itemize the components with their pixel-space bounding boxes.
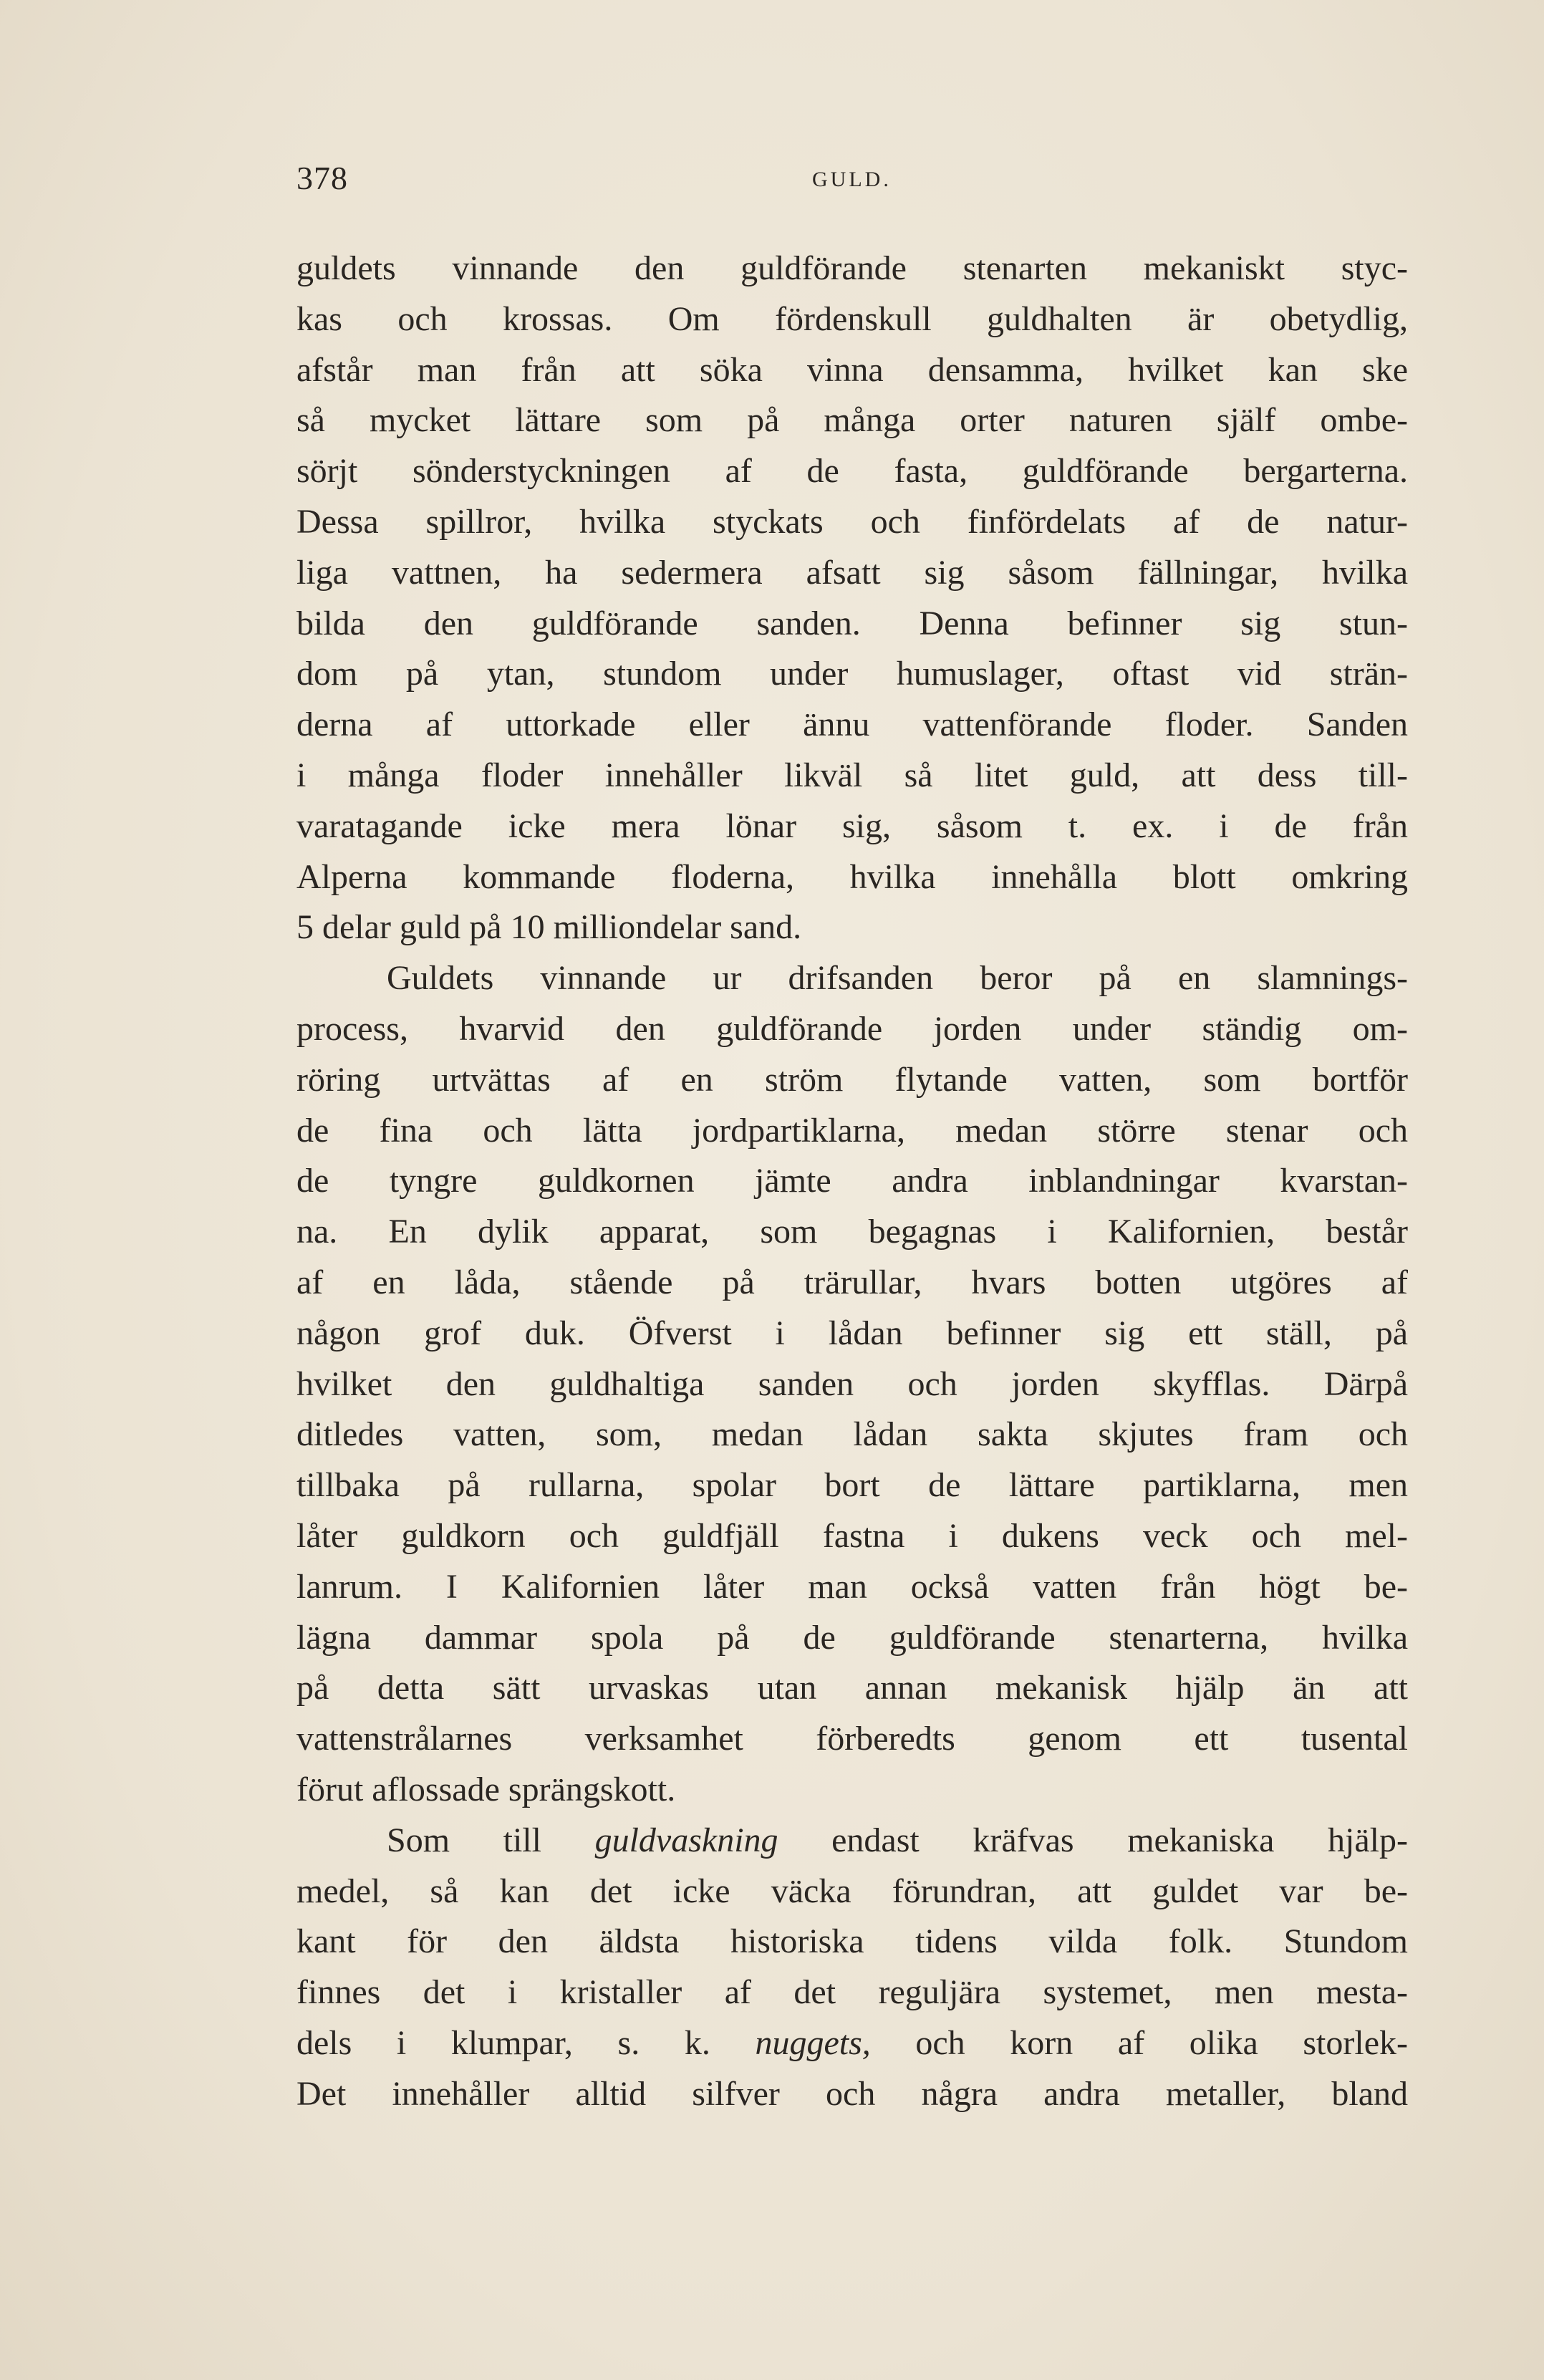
text-line: lanrum. I Kalifornien låter man också vatten från högt be- — [296, 1567, 1408, 1606]
text-line — [296, 2018, 1408, 2069]
text-line: kas och krossas. Om fördenskull guldhalten är obetydlig, — [296, 299, 1408, 338]
text-line: medel, så kan det icke väcka förundran, att guldet var be- — [296, 1871, 1408, 1910]
page-header — [296, 159, 1408, 209]
text-line: derna af uttorkade eller ännu vattenförande floder. Sanden — [296, 705, 1408, 744]
text-line: någon grof duk. Öfverst i lådan befinner sig ett ställ, på — [296, 1314, 1408, 1352]
text-line: varatagande icke mera lönar sig, såsom t. ex. i de från — [296, 806, 1408, 845]
text-line: Dessa spillror, hvilka styckats och finfördelats af de natur- — [296, 502, 1408, 541]
text-line: finnes det i kristaller af det reguljära systemet, men mesta- — [296, 1973, 1408, 2012]
text-line: de fina och lätta jordpartiklarna, medan större stenar och — [296, 1111, 1408, 1150]
text-line: bilda den guldförande sanden. Denna befinner sig stun- — [296, 604, 1408, 642]
text-line: liga vattnen, ha sedermera afsatt sig såsom fällningar, hvilka — [296, 553, 1408, 592]
text-line: röring urtvättas af en ström flytande vatten, som bortför — [296, 1060, 1408, 1099]
text-line: na. En dylik apparat, som begagnas i Kalifornien, består — [296, 1213, 1408, 1251]
text-run: endast kräfvas mekaniska hjälp- — [778, 1821, 1409, 1859]
italic-term: guldvaskning — [594, 1821, 778, 1859]
text-line: process, hvarvid den guldförande jorden under ständig om- — [296, 1009, 1408, 1048]
text-line: sörjt sönderstyckningen af de fasta, guldförande bergarterna. — [296, 452, 1408, 491]
text-run: dels i klumpar, s. k. — [296, 2023, 756, 2062]
text-line: låter guldkorn och guldfjäll fastna i dukens veck och mel- — [296, 1516, 1408, 1555]
text-line: kant för den äldsta historiska tidens vilda folk. Stundom — [296, 1922, 1408, 1961]
text-line: Guldets vinnande ur drifsanden beror på en slamnings- — [387, 959, 1408, 998]
text-line: på detta sätt urvaskas utan annan mekanisk hjälp än att — [296, 1669, 1408, 1707]
page-number: 378 — [296, 160, 348, 196]
text-line: af en låda, stående på trärullar, hvars botten utgöres af — [296, 1263, 1408, 1301]
text-line: Alperna kommande floderna, hvilka innehålla blott omkring — [296, 857, 1408, 896]
text-line: förut aflossade sprängskott. — [296, 1770, 676, 1808]
text-line: de tyngre guldkornen jämte andra inblandningar kvarstan- — [296, 1162, 1408, 1200]
text-run: och korn af olika storlek- — [870, 2023, 1408, 2062]
text-line: Det innehåller alltid silfver och några andra metaller, bland — [296, 2074, 1408, 2113]
text-line: i många floder innehåller likväl så litet guld, att dess till- — [296, 756, 1408, 794]
text-line: så mycket lättare som på många orter naturen själf ombe- — [296, 401, 1408, 440]
text-line — [296, 1816, 1408, 1866]
body-text — [296, 244, 1408, 2119]
text-line: 5 delar guld på 10 milliondelar sand. — [296, 908, 802, 947]
text-line: ditledes vatten, som, medan lådan sakta skjutes fram och — [296, 1415, 1408, 1454]
text-line: guldets vinnande den guldförande stenarten mekaniskt styc- — [296, 249, 1408, 287]
text-line: afstår man från att söka vinna densamma, hvilket kan ske — [296, 350, 1408, 389]
text-run: Som till — [387, 1821, 595, 1859]
text-line: tillbaka på rullarna, spolar bort de lättare partiklarna, men — [296, 1466, 1408, 1505]
text-line: hvilket den guldhaltiga sanden och jorden skyfflas. Därpå — [296, 1364, 1408, 1403]
running-head: GULD. — [812, 168, 892, 191]
text-line: vattenstrålarnes verksamhet förberedts genom ett tusental — [296, 1720, 1408, 1758]
italic-term: nuggets, — [755, 2023, 871, 2062]
text-line: lägna dammar spola på de guldförande stenarterna, hvilka — [296, 1618, 1408, 1657]
text-line: dom på ytan, stundom under humuslager, oftast vid strän- — [296, 655, 1408, 693]
